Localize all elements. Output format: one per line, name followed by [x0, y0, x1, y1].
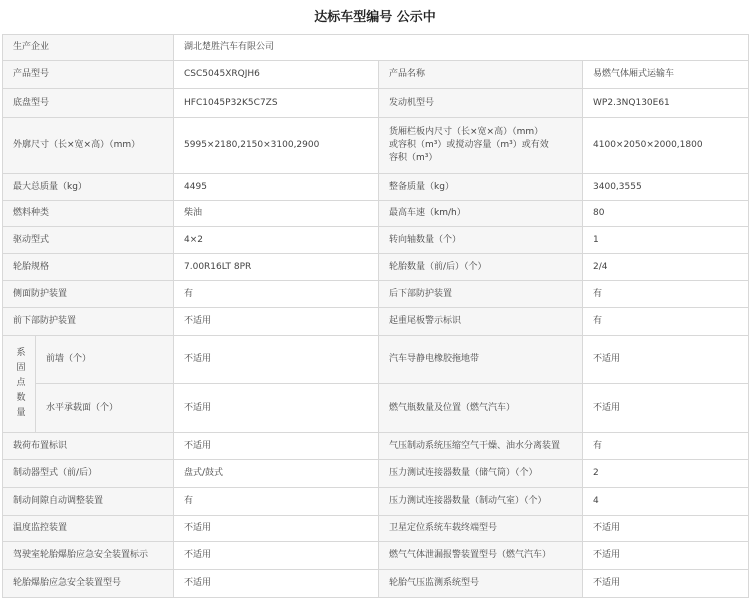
table-row [3, 488, 749, 516]
table-row [3, 35, 749, 61]
value-tire-blowout-device: 不适用 [174, 570, 379, 598]
table-row [3, 227, 749, 254]
value-manufacturer: 湖北楚胜汽车有限公司 [174, 35, 749, 61]
value-gas-cylinder: 不适用 [583, 384, 749, 433]
value-drive-type: 4×2 [174, 227, 379, 254]
label-max-total-mass: 最大总质量（kg） [3, 174, 174, 201]
label-satellite-terminal: 卫星定位系统车载终端型号 [379, 516, 583, 542]
spec-table [2, 34, 749, 598]
table-row [3, 570, 749, 598]
table-row [3, 201, 749, 227]
value-pressure-connector-tank: 2 [583, 460, 749, 488]
label-cab-tire-blowout-sign: 驾驶室轮胎爆胎应急安全装置标示 [3, 542, 174, 570]
label-product-name: 产品名称 [379, 61, 583, 89]
label-tire-count: 轮胎数量（前/后）（个） [379, 254, 583, 281]
fixing-points-side-label: 系固点数量 [3, 336, 36, 433]
label-side-protection: 侧面防护装置 [3, 281, 174, 308]
value-chassis-model: HFC1045P32K5C7ZS [174, 89, 379, 118]
value-steering-axles: 1 [583, 227, 749, 254]
label-pressure-connector-chamber: 压力测试连接器数量（制动气室）（个） [379, 488, 583, 516]
label-auto-slack-adjuster: 制动间隙自动调整装置 [3, 488, 174, 516]
table-row [3, 308, 749, 336]
value-cargo-dimensions: 4100×2050×2000,1800 [583, 118, 749, 174]
value-engine-model: WP2.3NQ130E61 [583, 89, 749, 118]
label-front-protection: 前下部防护装置 [3, 308, 174, 336]
table-row [3, 460, 749, 488]
table-row [3, 542, 749, 570]
label-product-model: 产品型号 [3, 61, 174, 89]
label-tail-lift-marking: 起重尾板警示标识 [379, 308, 583, 336]
label-temperature-monitor: 温度监控装置 [3, 516, 174, 542]
value-rear-protection: 有 [583, 281, 749, 308]
table-row [3, 89, 749, 118]
value-static-strap: 不适用 [583, 336, 749, 384]
value-product-name: 易燃气体厢式运输车 [583, 61, 749, 89]
value-brake-type: 盘式/鼓式 [174, 460, 379, 488]
table-row [3, 384, 749, 433]
label-pressure-connector-tank: 压力测试连接器数量（储气筒）（个） [379, 460, 583, 488]
value-outer-dimensions: 5995×2180,2150×3100,2900 [174, 118, 379, 174]
table-row [3, 336, 749, 384]
value-front-protection: 不适用 [174, 308, 379, 336]
value-tail-lift-marking: 有 [583, 308, 749, 336]
label-fuel-type: 燃料种类 [3, 201, 174, 227]
value-auto-slack-adjuster: 有 [174, 488, 379, 516]
table-row [3, 254, 749, 281]
table-row [3, 516, 749, 542]
label-gas-leak-alarm: 燃气气体泄漏报警装置型号（燃气汽车） [379, 542, 583, 570]
value-pressure-connector-chamber: 4 [583, 488, 749, 516]
value-tpms-model: 不适用 [583, 570, 749, 598]
value-air-dryer: 有 [583, 433, 749, 460]
label-gas-cylinder: 燃气瓶数量及位置（燃气汽车） [379, 384, 583, 433]
table-row [3, 433, 749, 460]
label-engine-model: 发动机型号 [379, 89, 583, 118]
label-brake-type: 制动器型式（前/后） [3, 460, 174, 488]
label-tire-blowout-device: 轮胎爆胎应急安全装置型号 [3, 570, 174, 598]
value-max-total-mass: 4495 [174, 174, 379, 201]
label-max-speed: 最高车速（km/h） [379, 201, 583, 227]
label-tpms-model: 轮胎气压监测系统型号 [379, 570, 583, 598]
label-horizontal-surface: 水平承载面（个） [36, 384, 174, 433]
table-row [3, 61, 749, 89]
label-curb-mass: 整备质量（kg） [379, 174, 583, 201]
value-front-wall: 不适用 [174, 336, 379, 384]
label-chassis-model: 底盘型号 [3, 89, 174, 118]
table-row [3, 281, 749, 308]
value-max-speed: 80 [583, 201, 749, 227]
value-curb-mass: 3400,3555 [583, 174, 749, 201]
value-horizontal-surface: 不适用 [174, 384, 379, 433]
value-satellite-terminal: 不适用 [583, 516, 749, 542]
label-manufacturer: 生产企业 [3, 35, 174, 61]
label-static-strap: 汽车导静电橡胶拖地带 [379, 336, 583, 384]
label-rear-protection: 后下部防护装置 [379, 281, 583, 308]
table-row [3, 174, 749, 201]
label-tire-spec: 轮胎规格 [3, 254, 174, 281]
value-gas-leak-alarm: 不适用 [583, 542, 749, 570]
page-title: 达标车型编号 公示中 [314, 10, 436, 25]
label-load-marking: 载荷布置标识 [3, 433, 174, 460]
label-steering-axles: 转向轴数量（个） [379, 227, 583, 254]
value-fuel-type: 柴油 [174, 201, 379, 227]
value-tire-count: 2/4 [583, 254, 749, 281]
value-temperature-monitor: 不适用 [174, 516, 379, 542]
label-front-wall: 前墙（个） [36, 336, 174, 384]
value-tire-spec: 7.00R16LT 8PR [174, 254, 379, 281]
value-side-protection: 有 [174, 281, 379, 308]
value-cab-tire-blowout-sign: 不适用 [174, 542, 379, 570]
label-cargo-dimensions: 货厢栏板内尺寸（长×宽×高）（mm）或容积（m³）或搅动容量（m³）或有效容积（m³） [379, 118, 583, 174]
table-row [3, 118, 749, 174]
label-air-dryer: 气压制动系统压缩空气干燥、油水分离装置 [379, 433, 583, 460]
value-load-marking: 不适用 [174, 433, 379, 460]
label-drive-type: 驱动型式 [3, 227, 174, 254]
label-outer-dimensions: 外廓尺寸（长×宽×高）（mm） [3, 118, 174, 174]
value-product-model: CSC5045XRQJH6 [174, 61, 379, 89]
